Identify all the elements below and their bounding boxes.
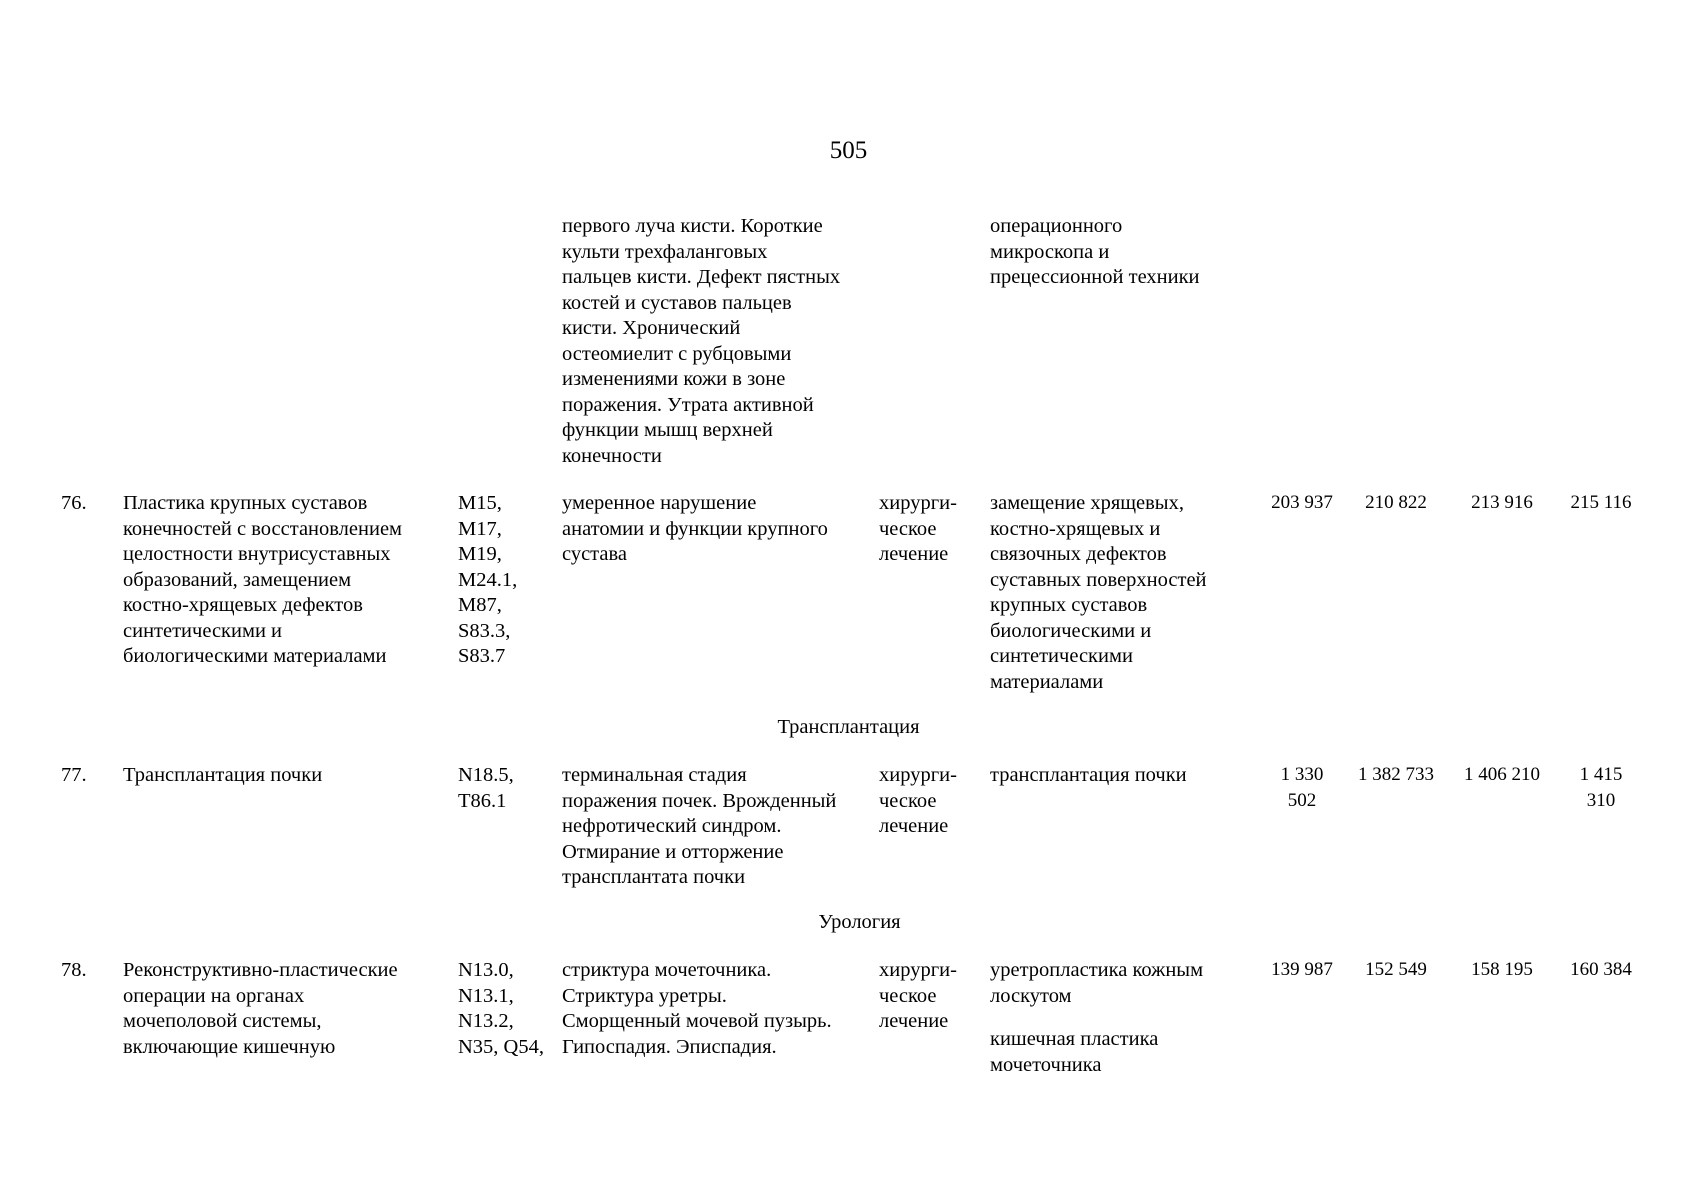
row-number: 78. <box>61 959 87 981</box>
row-diagnosis: терминальная стадия поражения почек. Врожденный нефротический синдром. Отмирание и отторжение трансплантата почки <box>562 764 837 888</box>
row-value-1: 1 330 502 <box>1280 764 1324 811</box>
row-value-1: 203 937 <box>1271 492 1333 513</box>
row-number: 76. <box>61 492 87 514</box>
continuation-diagnosis: первого луча кисти. Короткие культи трехфаланговых пальцев кисти. Дефект пястных костей и суставов пальцев кисти. Хронический остеомиелит с рубцовыми изменениями кожи в зоне поражения. Утрата активной функции мышц верхней конечности <box>562 215 841 467</box>
page-number: 505 <box>829 137 868 164</box>
row-diagnosis: стриктура мочеточника. Стриктура уретры. Сморщенный мочевой пузырь. Гипоспадия. Эписпадия. <box>562 959 832 1058</box>
row-value-2: 1 382 733 <box>1358 764 1434 785</box>
row-value-3: 1 406 210 <box>1464 764 1540 785</box>
row-value-2: 152 549 <box>1365 959 1427 980</box>
row-name: Реконструктивно-пластические операции на органах мочеполовой системы, включающие кишечную <box>123 959 398 1058</box>
row-value-4: 215 116 <box>1570 492 1632 513</box>
row-codes: N13.0, N13.1, N13.2, N35, Q54, <box>458 959 544 1058</box>
row-method: уретропластика кожным лоскутом <box>990 959 1204 1007</box>
row-value-4: 1 415 310 <box>1579 764 1623 811</box>
row-diagnosis: умеренное нарушение анатомии и функции крупного сустава <box>562 492 828 565</box>
row-value-4: 160 384 <box>1570 959 1632 980</box>
row-method: трансплантация почки <box>990 764 1187 786</box>
row-treatment: хирурги- ческое лечение <box>879 959 957 1032</box>
row-value-1: 139 987 <box>1271 959 1333 980</box>
row-method-2: кишечная пластика мочеточника <box>990 1028 1159 1076</box>
continuation-method: операционного микроскопа и прецессионной техники <box>990 215 1200 288</box>
row-number: 77. <box>61 764 87 786</box>
row-value-3: 158 195 <box>1471 959 1533 980</box>
row-method: замещение хрящевых, костно-хрящевых и связочных дефектов суставных поверхностей крупных суставов биологическими и синтетическими материалами <box>990 492 1207 693</box>
row-treatment: хирурги- ческое лечение <box>879 492 957 565</box>
row-name: Пластика крупных суставов конечностей с восстановлением целостности внутрисуставных образований, замещением костно-хрящевых дефектов синтетическими и биологическими материалами <box>123 492 403 667</box>
row-codes: N18.5, T86.1 <box>458 764 514 812</box>
row-treatment: хирурги- ческое лечение <box>879 764 957 837</box>
section-heading: Трансплантация <box>777 716 920 738</box>
row-value-2: 210 822 <box>1365 492 1427 513</box>
row-codes: M15, M17, M19, M24.1, M87, S83.3, S83.7 <box>458 492 518 667</box>
row-name: Трансплантация почки <box>123 764 323 786</box>
row-value-3: 213 916 <box>1471 492 1533 513</box>
section-heading: Урология <box>818 911 901 933</box>
